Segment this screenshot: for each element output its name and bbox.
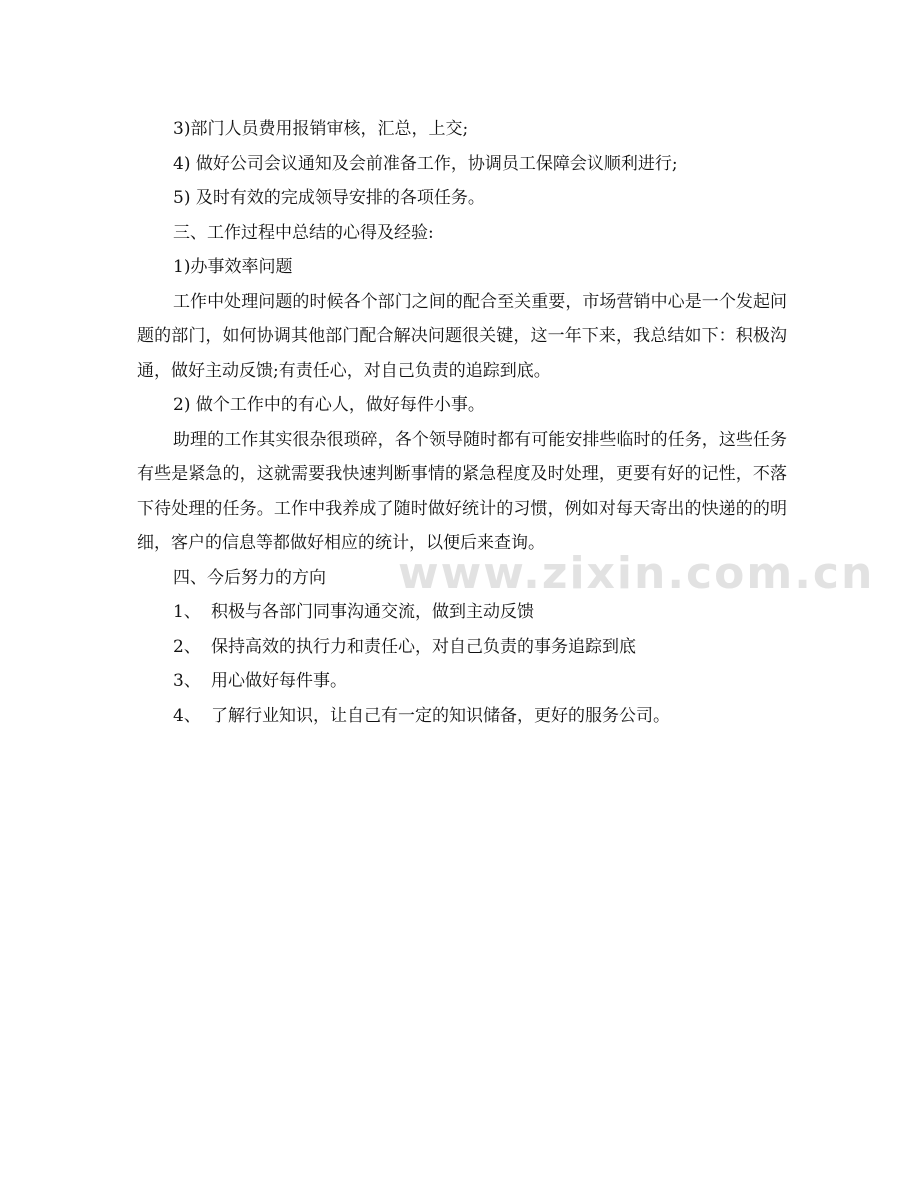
list-text: 积极与各部门同事沟通交流，做到主动反馈 — [211, 602, 534, 622]
list-item — [137, 699, 787, 734]
text-line: 4) 做好公司会议通知及会前准备工作，协调员工保障会议顺利进行; — [173, 153, 678, 174]
list-item — [137, 664, 787, 699]
section-heading: 三、工作过程中总结的心得及经验: — [173, 222, 434, 243]
paragraph — [137, 423, 787, 561]
list-item — [137, 630, 787, 665]
list-text: 保持高效的执行力和责任心，对自己负责的事务追踪到底 — [211, 636, 636, 657]
list-number: 3、 — [173, 671, 201, 691]
paragraph-text: 助理的工作其实很杂很琐碎，各个领导随时都有可能安排些临时的任务，这些任务有些是紧急的，这就需要我快速判断事情的紧急程度及时处理，更要有好的记性，不落下待处理的任务。工作中我养成了随时做好统计的习惯，例如对每天寄出的快递的的明细，客户的信息等都做好相应的统计，以便后来查询。 — [137, 429, 787, 553]
text-line: 5) 及时有效的完成领导安排的各项任务。 — [173, 188, 485, 208]
subheading: 2) 做个工作中的有心人，做好每件小事。 — [173, 395, 485, 415]
text-line: 3)部门人员费用报销审核，汇总，上交; — [173, 119, 469, 139]
list-item — [137, 595, 787, 630]
watermark: www.zixin.com.cn — [398, 548, 875, 599]
subheading: 1)办事效率问题 — [173, 257, 293, 277]
paragraph-text: 工作中处理问题的时候各个部门之间的配合至关重要，市场营销中心是一个发起问题的部门，如何协调其他部门配合解决问题很关键，这一年下来，我总结如下：积极沟通，做好主动反馈;有责任心，对自己负责的追踪到底。 — [137, 291, 787, 381]
list-text: 了解行业知识，让自己有一定的知识储备，更好的服务公司。 — [211, 705, 670, 726]
list-number: 4、 — [173, 705, 201, 726]
document-body — [137, 112, 787, 733]
paragraph — [137, 285, 787, 389]
list-text: 用心做好每件事。 — [211, 671, 347, 691]
section-heading: 四、今后努力的方向 — [173, 567, 326, 588]
list-number: 2、 — [173, 636, 201, 657]
list-number: 1、 — [173, 602, 201, 622]
